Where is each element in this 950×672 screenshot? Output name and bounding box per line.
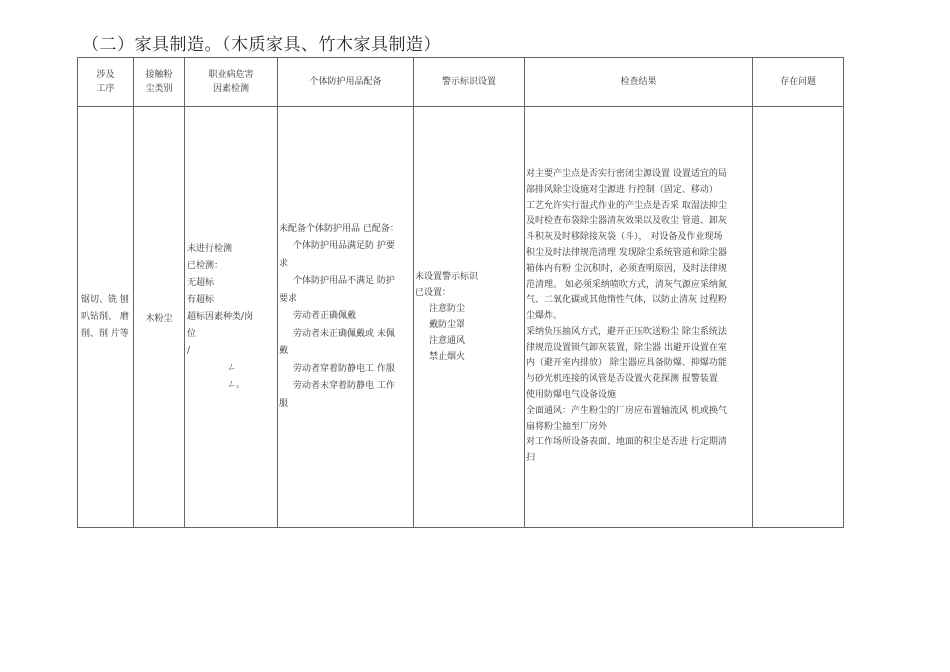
check-line: 扇将粉尘抽至厂房外 (526, 421, 608, 432)
check-line: 内（避开室内排放） 除尘器应具备防爆、抑爆功能 (526, 358, 727, 369)
ppe-line: 劳动者未正确佩戴或 未佩 (293, 328, 395, 339)
header-hazard-detection: 职业病危害 因素检测 (185, 58, 278, 107)
check-line: 扫 (526, 453, 536, 464)
detection-line: 已检测： (187, 260, 224, 271)
inspection-table (77, 57, 844, 528)
detection-mark: ㄥ。 (227, 379, 246, 390)
header-ppe: 个体防护用品配备 (278, 58, 414, 107)
detection-line: / (187, 345, 191, 356)
check-line: 尘爆炸。 (526, 311, 563, 322)
check-result-cell (525, 107, 753, 528)
check-line: 范清理。 如必须采纳喷吹方式，清灰气源应采纳氮 (526, 279, 727, 290)
header-warning-signs: 警示标识设置 (414, 58, 525, 107)
check-line: 与砂光机连接的风管是否设置火花探测 报警装置 (526, 374, 718, 385)
dust-type-cell: 木粉尘 (134, 107, 185, 528)
warning-line: 戴防尘罩 (429, 320, 466, 330)
check-line: 及时检查布袋除尘器清灰效果以及收尘 管道、卸灰 (526, 216, 727, 227)
detection-line: 位 (187, 328, 197, 339)
detection-line: 未进行检测 (187, 243, 233, 254)
issues-cell (753, 107, 844, 528)
check-line: 对工作场所设备表面、地面的积尘是否进 行定期清 (526, 437, 727, 448)
detection-line: 有超标 (187, 294, 215, 305)
ppe-line: 劳动者未穿着防静电 工作 (293, 381, 395, 392)
ppe-line: 要求 (279, 293, 298, 304)
check-line: 箱体内有粉 尘沉积时，必须查明原因，及时法律规 (526, 263, 727, 274)
section-title: （二）家具制造。（木质家具、竹木家具制造） (82, 35, 441, 55)
check-line: 律规范设置锁气卸灰装置，除尘器 出避开设置在室 (526, 342, 727, 353)
detection-line: 无超标 (187, 277, 215, 288)
header-dust-type: 接触粉 尘类别 (134, 58, 185, 107)
check-line: 对主要产尘点是否实行密闭尘源设置 设置适宜的局 (526, 168, 727, 179)
header-issues: 存在问题 (753, 58, 844, 107)
check-line: 积尘及时法律规范清理 发现除尘系统管道和除尘器 (526, 247, 727, 258)
ppe-line: 求 (279, 258, 289, 269)
ppe-line: 个体防护用品满足防 护要 (293, 241, 395, 252)
header-process: 涉及 工序 (78, 58, 134, 107)
ppe-line: 戴 (279, 346, 289, 357)
header-row (78, 58, 844, 107)
check-line: 气、二氧化碳或其他惰性气体，以防止清灰 过程粉 (526, 295, 727, 306)
table-row (78, 107, 844, 528)
check-line: 使用防爆电气设备设施 (526, 390, 617, 401)
warning-cell (414, 107, 525, 528)
warning-line: 注意通风 (429, 336, 466, 346)
detection-line: 超标因素种类/岗 (187, 311, 254, 322)
warning-line: 未设置警示标识 (415, 272, 479, 282)
ppe-line: 劳动者正确佩戴 (293, 311, 357, 322)
header-check-result: 检查结果 (525, 58, 753, 107)
check-line: 斗积灰及时移除接灰袋（斗）， 对设备及作业现场 (526, 232, 723, 243)
process-cell: 锯切、铣 刨 叭钻削、 磨 削、削 片等 (78, 107, 134, 528)
ppe-line: 个体防护用品不满足 防护 (293, 276, 395, 287)
check-line: 工艺允许实行湿式作业的产尘点是否采 取湿法抑尘 (526, 200, 727, 211)
ppe-cell (278, 107, 414, 528)
warning-line: 已设置： (415, 288, 452, 298)
warning-line: 禁止烟火 (429, 352, 466, 362)
warning-line: 注意防尘 (429, 304, 466, 314)
detection-mark: ㄥ (227, 362, 237, 373)
check-line: 部排风除尘设施对尘源进 行控制（固定、移动） (526, 184, 718, 195)
check-line: 全面通风：产生粉尘的厂房应布置轴流风 机或换气 (526, 405, 727, 416)
ppe-line: 劳动者穿着防静电工 作服 (293, 363, 395, 374)
ppe-line: 未配备个体防护用品 已配备： (279, 223, 399, 234)
check-line: 采纳负压抽风方式，避开正压吹送粉尘 除尘系统法 (526, 326, 727, 337)
ppe-line: 服 (279, 398, 289, 409)
detection-cell (185, 107, 278, 528)
